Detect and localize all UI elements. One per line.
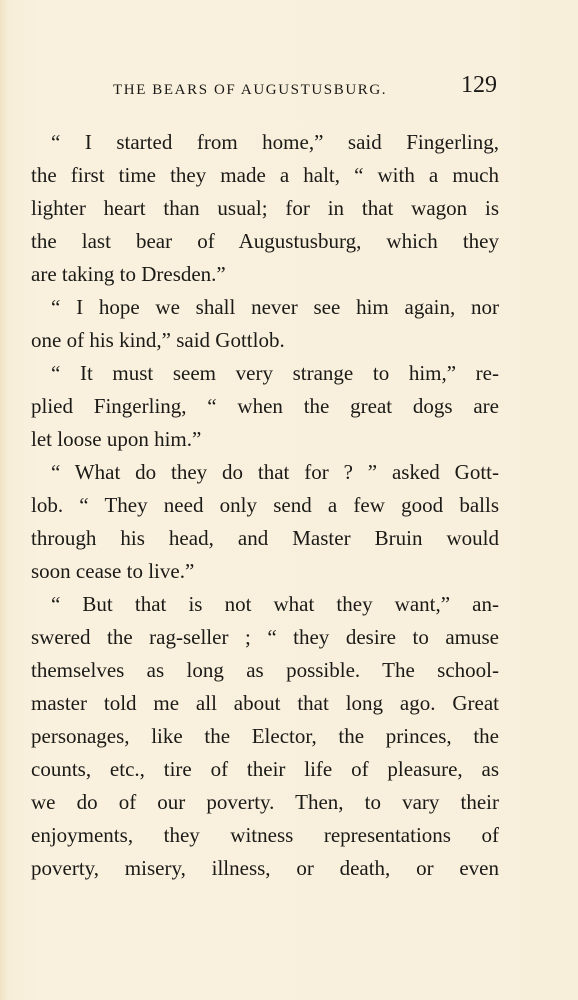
- text-line: master told me all about that long ago. Great: [31, 691, 499, 715]
- text-line: personages, like the Elector, the princes, the: [31, 724, 499, 748]
- page-header: [31, 68, 499, 102]
- text-line: we do of our poverty. Then, to vary their: [31, 790, 499, 814]
- text-line: swered the rag-seller ; “ they desire to amuse: [31, 625, 499, 649]
- text-line: “ It must seem very strange to him,” re-: [51, 361, 499, 385]
- text-line: “ I hope we shall never see him again, nor: [51, 295, 499, 319]
- text-line: themselves as long as possible. The school-: [31, 658, 499, 682]
- text-line: let loose upon him.”: [31, 427, 202, 451]
- body-text: [31, 126, 499, 885]
- text-line: the first time they made a halt, “ with a much: [31, 163, 499, 187]
- text-line: “ But that is not what they want,” an-: [51, 592, 499, 616]
- text-line: the last bear of Augustusburg, which they: [31, 229, 499, 253]
- text-line: are taking to Dresden.”: [31, 262, 226, 286]
- text-line: plied Fingerling, “ when the great dogs are: [31, 394, 499, 418]
- text-line: soon cease to live.”: [31, 559, 195, 583]
- text-line: one of his kind,” said Gottlob.: [31, 328, 285, 352]
- running-head: THE BEARS OF AUGUSTUSBURG.: [113, 82, 388, 98]
- text-line: lob. “ They need only send a few good balls: [31, 493, 499, 517]
- text-line: through his head, and Master Bruin would: [31, 526, 499, 550]
- text-line: lighter heart than usual; for in that wagon is: [31, 196, 499, 220]
- text-line: enjoyments, they witness representations of: [31, 823, 499, 847]
- page-number: 129: [461, 72, 497, 98]
- text-line: poverty, misery, illness, or death, or even: [31, 856, 499, 880]
- text-line: “ What do they do that for ? ” asked Gott-: [51, 460, 499, 484]
- text-line: “ I started from home,” said Fingerling,: [51, 130, 499, 154]
- text-line: counts, etc., tire of their life of pleasure, as: [31, 757, 499, 781]
